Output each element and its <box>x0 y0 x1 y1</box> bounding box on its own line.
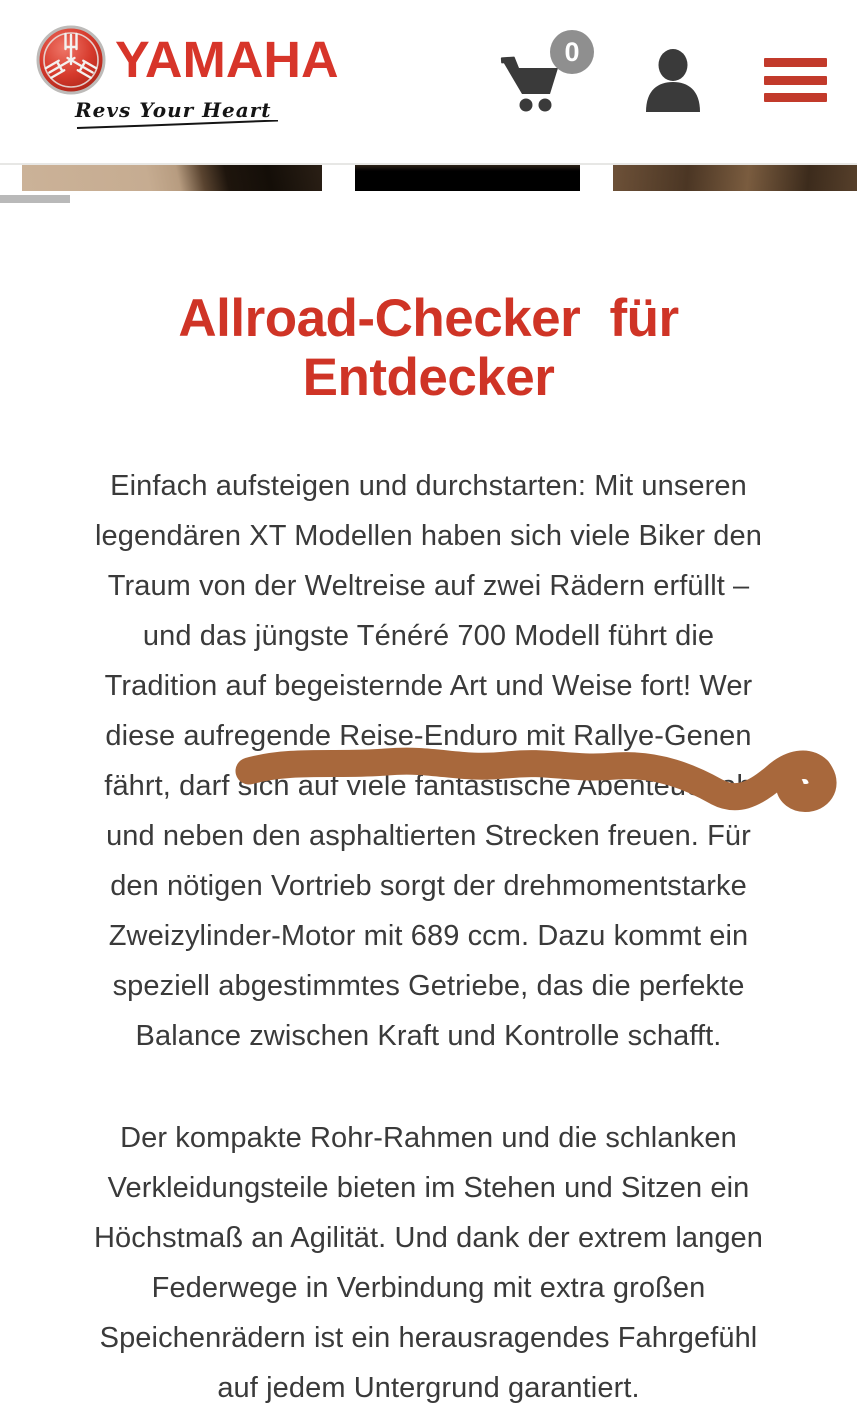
brand-tagline: Revs Your Heart <box>75 98 272 122</box>
gallery-scrollbar <box>0 191 857 207</box>
yamaha-tuning-fork-icon <box>35 24 107 96</box>
content-area <box>0 289 857 1413</box>
menu-bar <box>764 76 827 85</box>
text-line: und neben den asphaltierten Strecken freuen. Für <box>106 820 751 852</box>
user-icon <box>642 48 704 114</box>
text-line: Verkleidungsteile bieten im Stehen und Sitzen ein <box>107 1172 750 1204</box>
site-header <box>0 0 857 163</box>
text-line: Federwege in Verbindung mit extra großen <box>151 1272 706 1304</box>
page-title <box>0 289 857 407</box>
text-line: Tradition auf begeisternde Art und Weise fort! Wer <box>104 670 753 702</box>
text-line: Traum von der Weltreise auf zwei Rädern erfüllt – <box>107 570 750 602</box>
gallery-photo-sand-track[interactable] <box>22 165 322 191</box>
text-line: Speichenrädern ist ein herausragendes Fahrgefühl <box>99 1322 758 1354</box>
text-line: den nötigen Vortrieb sorgt der drehmomentstarke <box>110 870 747 902</box>
text-line: Einfach aufsteigen und durchstarten: Mit unseren <box>110 470 747 502</box>
text-line: speziell abgestimmtes Getriebe, das die perfekte <box>112 970 745 1002</box>
cart-count-badge: 0 <box>550 30 594 74</box>
image-gallery-strip <box>0 163 857 191</box>
text-line: auf jedem Untergrund garantiert. <box>217 1372 640 1404</box>
gallery-photo-dark[interactable] <box>355 165 580 191</box>
text-line-scribbled: fährt, darf sich auf viele fantastische Abenteuer ab <box>104 770 753 802</box>
text-line: Der kompakte Rohr-Rahmen und die schlanken <box>120 1122 737 1154</box>
page-title-line2: Entdecker <box>302 348 555 407</box>
text-line: und das jüngste Ténéré 700 Modell führt die <box>142 620 715 652</box>
yamaha-wordmark: YAMAHA <box>115 31 339 88</box>
text-line: Zweizylinder-Motor mit 689 ccm. Dazu kommt ein <box>108 920 749 952</box>
intro-paragraph <box>19 461 839 1061</box>
gallery-photo-gravel[interactable] <box>613 165 857 191</box>
cart-button[interactable] <box>500 30 594 118</box>
text-line: Höchstmaß an Agilität. Und dank der extrem langen <box>93 1222 764 1254</box>
second-paragraph <box>19 1113 839 1413</box>
menu-button[interactable] <box>764 58 827 102</box>
text-line: legendären XT Modellen haben sich viele Biker den <box>95 520 762 552</box>
text-line: diese aufregende Reise-Enduro mit Rallye-Genen <box>105 720 752 752</box>
gallery-scrollbar-thumb[interactable] <box>0 195 70 203</box>
menu-bar <box>764 58 827 67</box>
page-title-line1: Allroad-Checker für <box>178 289 679 348</box>
menu-bar <box>764 93 827 102</box>
yamaha-logo-link[interactable] <box>35 24 339 129</box>
account-button[interactable] <box>642 48 704 114</box>
text-line: Balance zwischen Kraft und Kontrolle schafft. <box>135 1020 722 1052</box>
